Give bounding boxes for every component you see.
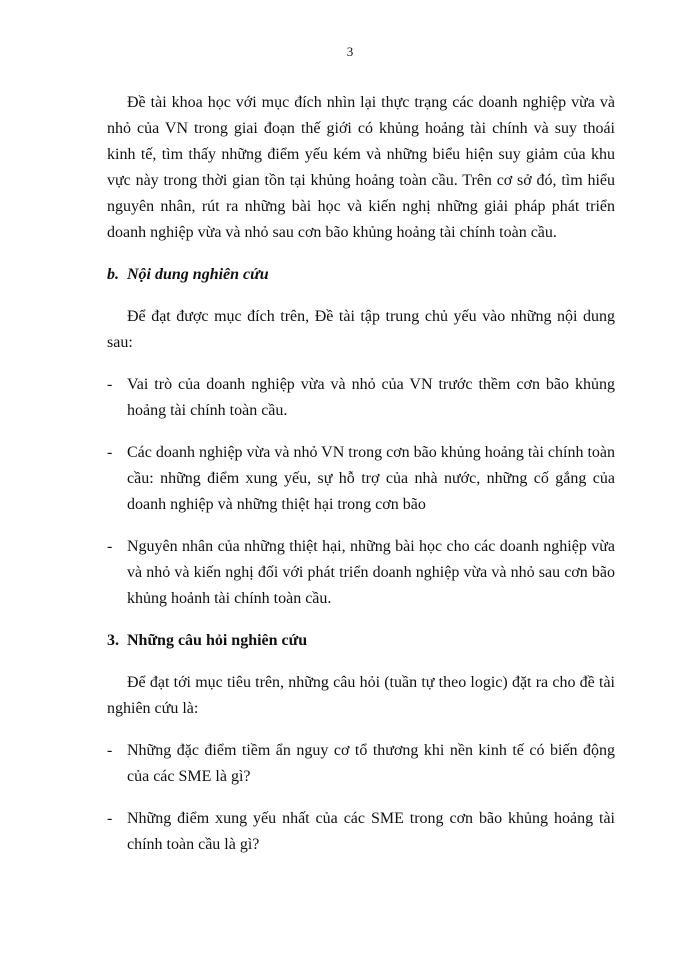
paragraph-content-intro: Để đạt được mục đích trên, Đề tài tập trung chủ yếu vào những nội dung sau: xyxy=(107,308,615,351)
section-marker: 3. xyxy=(107,632,119,649)
page-number: 3 xyxy=(346,44,354,59)
list-item xyxy=(107,738,615,790)
dash-marker: - xyxy=(107,538,113,555)
list-item xyxy=(107,440,615,518)
paragraph-questions-intro: Để đạt tới mục tiêu trên, những câu hỏi (tuần tự theo logic) đặt ra cho đề tài nghiên cứu là: xyxy=(107,674,615,717)
page-body xyxy=(107,90,615,858)
section-title: Những câu hỏi nghiên cứu xyxy=(127,632,308,649)
dash-marker: - xyxy=(107,810,113,827)
dash-marker: - xyxy=(107,376,113,393)
list-item xyxy=(107,534,615,612)
list-item-text: Những đặc điểm tiềm ẩn nguy cơ tổ thương khi nền kinh tế có biến động của các SME là gì? xyxy=(127,742,615,785)
dash-marker: - xyxy=(107,742,113,759)
list-item xyxy=(107,372,615,424)
section-heading-b xyxy=(107,262,615,288)
list-item-text: Nguyên nhân của những thiệt hại, những bài học cho các doanh nghiệp vừa và nhỏ và kiến nghị đối với phát triển doanh nghiệp vừa và nhỏ sau cơn bão khủng hoảnh tài chính toàn cầu. xyxy=(127,538,615,607)
section-title: Nội dung nghiên cứu xyxy=(127,266,269,283)
list-item-text: Những điểm xung yếu nhất của các SME trong cơn bão khủng hoảng tài chính toàn cầu là gì? xyxy=(127,810,615,853)
section-heading-3 xyxy=(107,628,615,654)
dash-marker: - xyxy=(107,444,113,461)
section-marker: b. xyxy=(107,266,119,283)
list-item xyxy=(107,806,615,858)
list-item-text: Các doanh nghiệp vừa và nhỏ VN trong cơn bão khủng hoảng tài chính toàn cầu: những điểm xung yếu, sự hỗ trợ của nhà nước, những cố gắng của doanh nghiệp và những thiệt hại trong cơn bão xyxy=(127,444,615,513)
paragraph-purpose: Đề tài khoa học với mục đích nhìn lại thực trạng các doanh nghiệp vừa và nhỏ của VN trong giai đoạn thế giới có khủng hoảng tài chính và suy thoái kinh tế, tìm thấy những điểm yếu kém và những biểu hiện suy giảm của khu vực này trong thời gian tồn tại khủng hoảng toàn cầu. Trên cơ sở đó, tìm hiểu nguyên nhân, rút ra những bài học và kiến nghị những giải pháp phát triển doanh nghiệp vừa và nhỏ sau cơn bão khủng hoảng tài chính toàn cầu. xyxy=(107,94,615,241)
list-item-text: Vai trò của doanh nghiệp vừa và nhỏ của VN trước thềm cơn bão khủng hoảng tài chính toàn cầu. xyxy=(127,376,615,419)
